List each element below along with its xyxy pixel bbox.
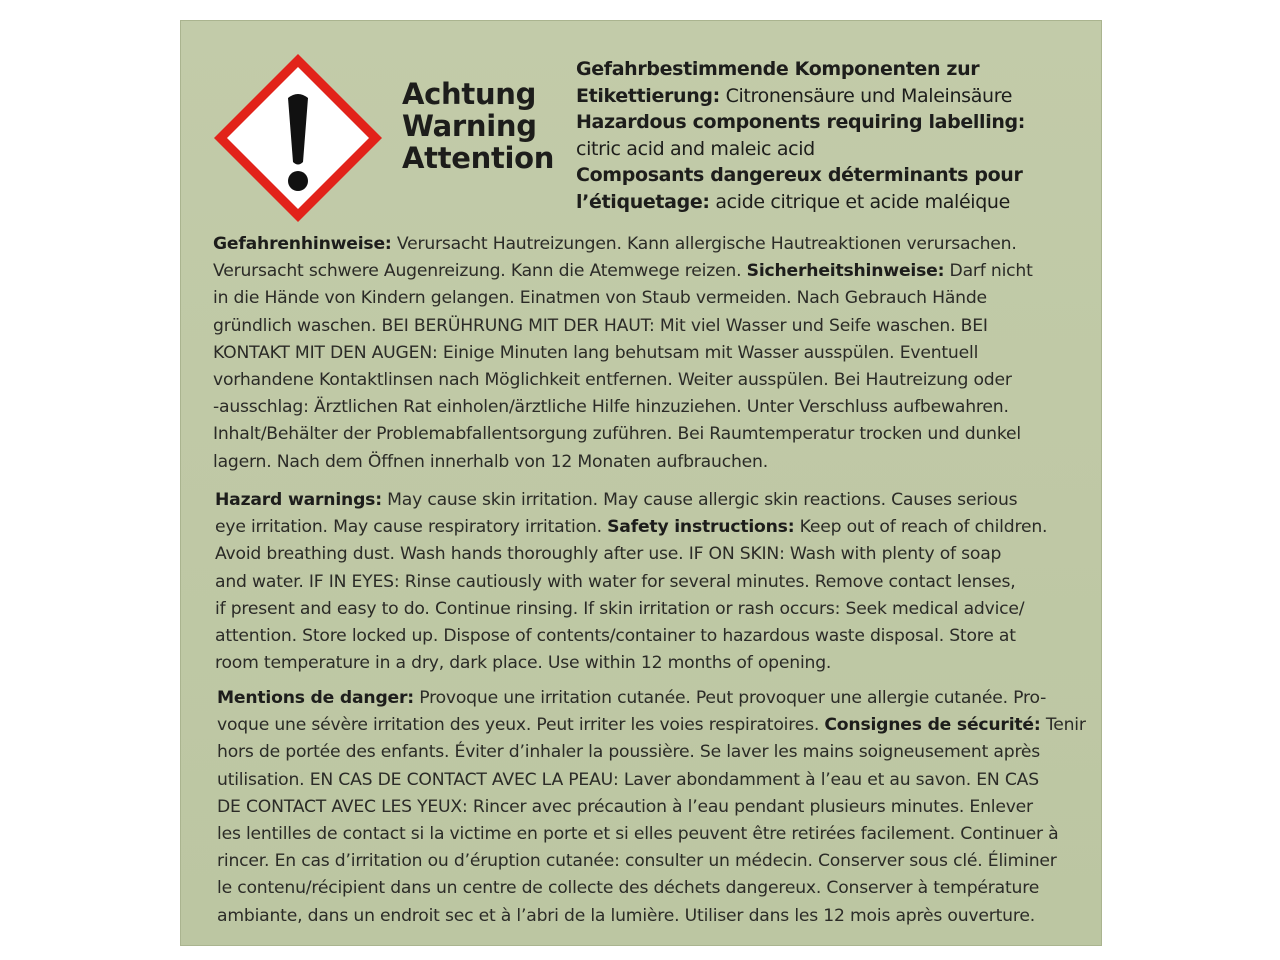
components-de-label-2: Etikettierung: [576, 84, 720, 107]
german-line: vorhandene Kontaktlinsen nach Möglichkeit entfernen. Weiter ausspülen. Bei Hautreizung oder [213, 370, 1012, 391]
french-line: ambiante, dans un endroit sec et à l’abri de la lumière. Utiliser dans les 12 mois après ouverture. [217, 905, 1035, 926]
german-line: Verursacht schwere Augenreizung. Kann die Atemwege reizen. [213, 261, 742, 282]
german-line: KONTAKT MIT DEN AUGEN: Einige Minuten lang behutsam mit Wasser ausspülen. Eventuell [213, 342, 979, 363]
english-hazard-text [215, 487, 1095, 677]
german-line: in die Hände von Kindern gelangen. Einatmen von Staub vermeiden. Nach Gebrauch Hände [213, 288, 987, 309]
french-hazard-text [217, 685, 1097, 930]
components-fr-label-1: Composants dangereux déterminants pour [576, 164, 1023, 186]
english-line: and water. IF IN EYES: Rinse cautiously with water for several minutes. Remove contact lenses, [215, 571, 1016, 592]
english-hazard-label: Hazard warnings: [215, 490, 382, 510]
exclamation-mark-icon [210, 50, 386, 226]
components-fr-label-2: l’étiquetage: [576, 190, 710, 213]
signal-word-en: Warning [402, 109, 537, 143]
components-de-label-1: Gefahrbestimmende Komponenten zur [576, 58, 980, 80]
french-line: utilisation. EN CAS DE CONTACT AVEC LA PEAU: Laver abondamment à l’eau et au savon. EN CAS [217, 769, 1039, 790]
german-line: Inhalt/Behälter der Problemabfallentsorgung zuführen. Bei Raumtemperatur trocken und dunkel [213, 424, 1021, 445]
german-safety-label: Sicherheitshinweise: [746, 261, 945, 282]
components-fr-value: acide citrique et acide maléique [715, 190, 1010, 213]
english-line: if present and easy to do. Continue rinsing. If skin irritation or rash occurs: Seek medical advice/ [215, 598, 1025, 619]
hazardous-components [576, 56, 1096, 215]
french-line: Provoque une irritation cutanée. Peut provoquer une allergie cutanée. Pro- [419, 688, 1047, 708]
german-hazard-label: Gefahrenhinweise: [213, 234, 392, 254]
french-line: voque une sévère irritation des yeux. Peut irriter les voies respiratoires. [217, 715, 820, 736]
english-line: attention. Store locked up. Dispose of contents/container to hazardous waste disposal. Store at [215, 626, 1016, 647]
german-line: Darf nicht [949, 261, 1033, 282]
english-line: May cause skin irritation. May cause allergic skin reactions. Causes serious [387, 490, 1018, 510]
german-line: gründlich waschen. BEI BERÜHRUNG MIT DER HAUT: Mit viel Wasser und Seife waschen. BEI [213, 315, 988, 336]
english-line: room temperature in a dry, dark place. Use within 12 months of opening. [215, 653, 832, 674]
french-line: le contenu/récipient dans un centre de collecte des déchets dangereux. Conserver à température [217, 878, 1040, 899]
english-line: eye irritation. May cause respiratory irritation. [215, 517, 602, 538]
components-en-value: citric acid and maleic acid [576, 137, 815, 160]
french-line: rincer. En cas d’irritation ou d’éruption cutanée: consulter un médecin. Conserver sous clé. Éliminer [217, 851, 1057, 872]
french-safety-label: Consignes de sécurité: [824, 715, 1041, 736]
signal-word-de: Achtung [402, 77, 537, 111]
hazard-label-panel [180, 20, 1102, 946]
french-line: les lentilles de contact si la victime en porte et si elles peuvent être retirées facilement. Continuer à [217, 824, 1059, 845]
components-en-label: Hazardous components requiring labelling: [576, 111, 1026, 133]
german-line: lagern. Nach dem Öffnen innerhalb von 12 Monaten aufbrauchen. [213, 451, 768, 472]
french-line: DE CONTACT AVEC LES YEUX: Rincer avec précaution à l’eau pendant plusieurs minutes. Enlever [217, 796, 1033, 817]
english-line: Keep out of reach of children. [799, 517, 1048, 538]
german-line: Verursacht Hautreizungen. Kann allergische Hautreaktionen verursachen. [396, 234, 1017, 254]
french-hazard-label: Mentions de danger: [217, 688, 414, 708]
signal-words [402, 78, 554, 174]
german-hazard-text [213, 231, 1093, 476]
english-line: Avoid breathing dust. Wash hands thoroughly after use. IF ON SKIN: Wash with plenty of soap [215, 544, 1002, 565]
german-line: -ausschlag: Ärztlichen Rat einholen/ärztliche Hilfe hinzuziehen. Unter Verschluss aufbewahren. [213, 397, 1009, 418]
french-line: Tenir [1045, 715, 1086, 736]
english-safety-label: Safety instructions: [607, 517, 795, 538]
french-line: hors de portée des enfants. Éviter d’inhaler la poussière. Se laver les mains soigneusement après [217, 742, 1041, 763]
signal-word-fr: Attention [402, 141, 555, 175]
components-de-value: Citronensäure und Maleinsäure [725, 84, 1013, 107]
